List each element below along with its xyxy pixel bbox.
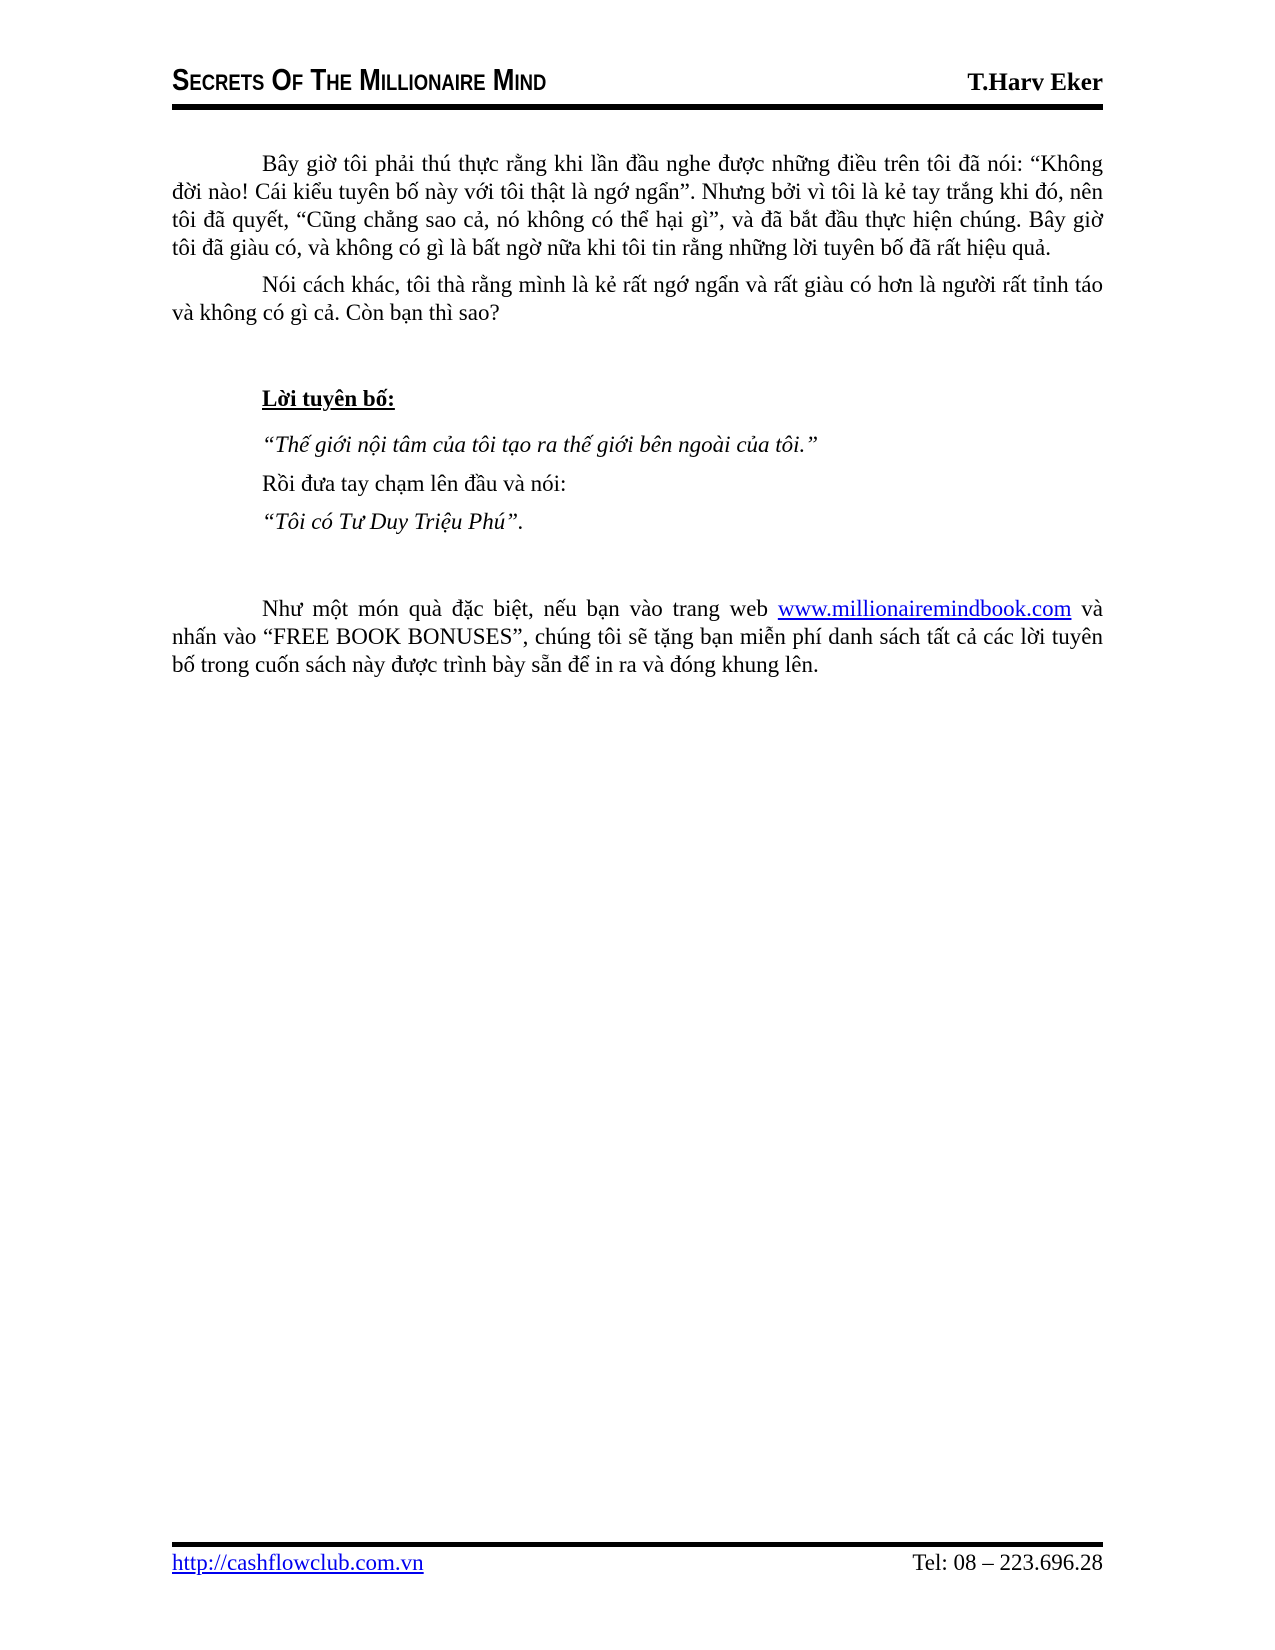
paragraph-rather-rich: Nói cách khác, tôi thà rằng mình là kẻ rất ngớ ngẩn và rất giàu có hơn là người rất tỉnh táo và không có gì cả. Còn bạn thì sao? [172, 272, 1103, 325]
paragraph-free-bonus [172, 595, 1103, 679]
body-text [172, 150, 1103, 679]
declaration-quote-inner-world: “Thế giới nội tâm của tôi tạo ra thế giới bên ngoài của tôi.” [262, 432, 819, 457]
footer-telephone: Tel: 08 – 223.696.28 [912, 1550, 1103, 1575]
free-bonus-text-before: Như một món quà đặc biệt, nếu bạn vào trang web [262, 596, 778, 621]
author-name: T.Harv Eker [967, 69, 1103, 96]
declaration-quote-millionaire-mind: “Tôi có Tư Duy Triệu Phú”. [262, 509, 524, 534]
page-content [172, 0, 1103, 679]
paragraph-confession: Bây giờ tôi phải thú thực rằng khi lần đầu nghe được những điều trên tôi đã nói: “Không đời nào! Cái kiểu tuyên bố này với tôi thật là ngớ ngẩn”. Nhưng bởi vì tôi là kẻ tay trắng khi đó, nên tôi đã quyết, “Cũng chẳng sao cả, nó không có thể hại gì”, và đã bắt đầu thực hiện chúng. Bây giờ tôi đã giàu có, và không có gì là bất ngờ nữa khi tôi tin rằng những lời tuyên bố đã rất hiệu quả. [172, 151, 1103, 260]
declaration-heading: Lời tuyên bố: [262, 386, 395, 411]
page-header [172, 62, 1103, 110]
book-title: Secrets Of The Millionaire Mind [172, 62, 547, 97]
instruction-touch-head: Rồi đưa tay chạm lên đầu và nói: [262, 471, 567, 496]
cashflowclub-link[interactable]: http://cashflowclub.com.vn [172, 1550, 424, 1575]
page-footer [172, 1542, 1103, 1577]
millionairemindbook-link[interactable]: www.millionairemindbook.com [777, 596, 1072, 621]
free-bonus-text-after: và nhấn vào “FREE BOOK BONUSES”, chúng tôi sẽ tặng bạn miễn phí danh sách tất cả các lời tuyên bố trong cuốn sách này được trình bày sẵn để in ra và đóng khung lên. [172, 596, 1103, 677]
